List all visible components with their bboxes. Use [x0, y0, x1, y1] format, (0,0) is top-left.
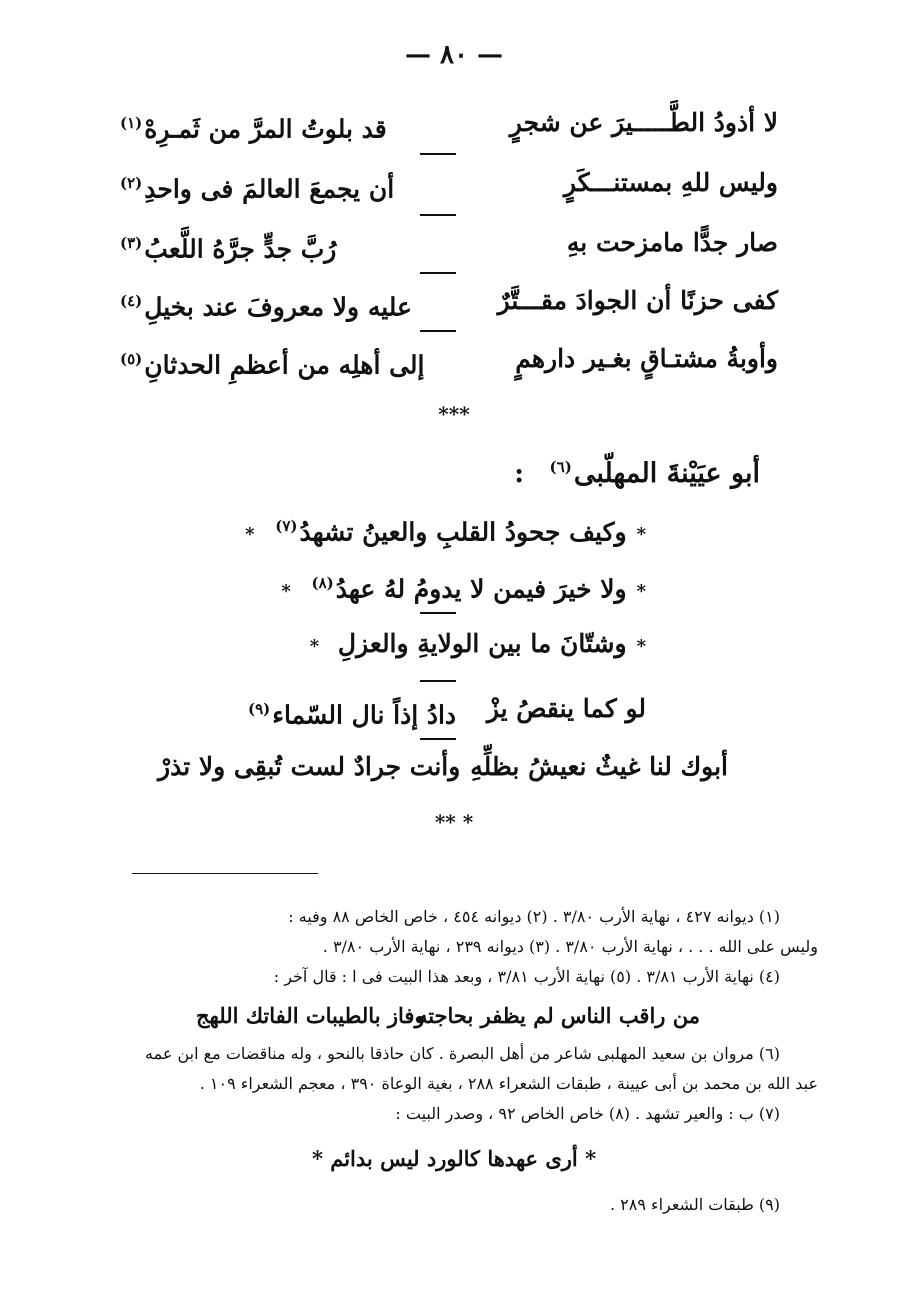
hemistich-line: *ولا خيرَ فيمن لا يدومُ لهُ عهدُ$^{(٨)}$ * — [281, 574, 646, 604]
footnote-ref: (٦) — [549, 458, 572, 476]
verse-divider — [420, 214, 456, 216]
footnote-line: (٩) طبقات الشعراء ٢٨٩ . — [610, 1195, 780, 1214]
footnote-line: (٤) نهاية الأرب ٣/٨١ . (٥) نهاية الأرب ٣/٨١ ، وبعد هذا البيت فى ا : قال آخر : — [273, 967, 780, 986]
verse-divider — [420, 153, 456, 155]
hemistich-line: *وشتّانَ ما بين الولايةِ والعزلِ * — [309, 629, 646, 658]
footnote-verse: * أرى عهدها كالورد ليس بدائم * — [311, 1146, 597, 1171]
footnote-verse — [196, 1001, 700, 1031]
verse-line — [246, 692, 646, 730]
footnote-ref: (٧) — [275, 517, 298, 535]
footnote-ref: (٣) — [120, 234, 143, 252]
hemistich-second: رُبَّ جدٍّ جرَّهُ اللَّعبُ$^{(٣)}$ — [120, 234, 337, 264]
footnote-ref: (٥) — [120, 350, 143, 368]
star-mark: * — [309, 636, 320, 657]
footnote-line: (٧) ب : والعير تشهد . (٨) خاص الخاص ٩٢ ، وصدر البيت : — [395, 1104, 780, 1123]
hemistich-first: من راقب الناس لم يظفر بحاجته — [416, 1003, 700, 1028]
verse-line — [118, 166, 778, 204]
footnote-line: وليس على الله . . . ، نهاية الأرب ٣/٨٠ . (٣) ديوانه ٢٣٩ ، نهاية الأرب ٣/٨٠ . — [322, 937, 818, 956]
verse-line — [118, 342, 778, 380]
verse-divider — [420, 272, 456, 274]
footnote-line: (٦) مروان بن سعيد المهلبى شاعر من أهل البصرة . كان حاذقا بالنحو ، وله مناقضات مع ابن عمه — [145, 1044, 780, 1063]
hemistich-first: وليس للهِ بمستنـــكَرٍ — [563, 168, 778, 197]
hemistich-first: صار جدًّا مامزحت بهِ — [566, 228, 778, 257]
hemistich-first: أبوك لنا غيثٌ نعيشُ بظلِّهِ — [470, 752, 728, 781]
hemistich-first: لو كما ينقصُ يزْ — [486, 694, 646, 723]
footnote-ref: (٩) — [248, 700, 271, 718]
footnote-rule — [132, 873, 318, 874]
page-number: — ٨٠ — — [404, 40, 504, 70]
hemistich-first: وأوبةُ مشتـاقٍ بغـير دارهمٍ — [515, 344, 778, 373]
hemistich-second: وأنت جرادٌ لست تُبقِى ولا تذرْ — [158, 752, 461, 781]
hemistich-line: *وكيف جحودُ القلبِ والعينُ تشهدُ$^{(٧)}$ * — [245, 517, 646, 547]
footnote-ref: (٢) — [120, 174, 143, 192]
hemistich-second: إلى أهلِه من أعظمِ الحدثانِ$^{(٥)}$ — [120, 350, 425, 380]
footnote-line: (١) ديوانه ٤٢٧ ، نهاية الأرب ٣/٨٠ . (٢) ديوانه ٤٥٤ ، خاص الخاص ٨٨ وفيه : — [288, 907, 780, 926]
verse-divider — [420, 612, 456, 614]
hemistich-second: عليه ولا معروفَ عند بخيلِ$^{(٤)}$ — [120, 292, 412, 322]
verse-line — [118, 226, 778, 264]
footnote-ref: (٤) — [120, 292, 143, 310]
verse-divider — [420, 680, 456, 682]
verse-divider — [420, 330, 456, 332]
hemistich-first: كفى حزنًا أن الجوادَ مقـــتَّرٌ — [497, 286, 778, 315]
poet-heading: أبو عيَيْنةَ المهلّبى$^{(٦)}$ : — [514, 458, 760, 489]
star-mark: * — [281, 581, 291, 603]
footnote-ref: (٨) — [311, 574, 334, 592]
hemistich-second: وفاز بالطيبات الفاتك اللهج — [196, 1003, 425, 1028]
section-separator: ** * — [434, 810, 474, 834]
star-mark: * — [636, 636, 646, 657]
section-separator: *** — [438, 402, 470, 426]
star-mark: * — [636, 581, 646, 603]
verse-line — [118, 284, 778, 322]
verse-line — [118, 106, 778, 144]
verse-line — [158, 750, 728, 784]
hemistich-first: لا أذودُ الطَّـــــيرَ عن شجرٍ — [509, 108, 778, 137]
hemistich-second: أن يجمعَ العالمَ فى واحدِ$^{(٢)}$ — [120, 174, 395, 204]
hemistich-second: قد بلوتُ المرَّ من ثَمـرِهْ$^{(١)}$ — [120, 114, 387, 144]
footnote-ref: (١) — [120, 114, 143, 132]
star-mark: * — [245, 524, 255, 546]
star-mark: * — [636, 524, 646, 546]
verse-divider — [420, 738, 456, 740]
hemistich-second: دادُ إذاً نال السّماء$^{(٩)}$ — [248, 700, 457, 730]
footnote-line: عبد الله بن محمد بن أبى عيينة ، طبقات الشعراء ٢٨٨ ، بغية الوعاة ٣٩٠ ، معجم الشعراء ١٠٩ . — [199, 1074, 818, 1093]
